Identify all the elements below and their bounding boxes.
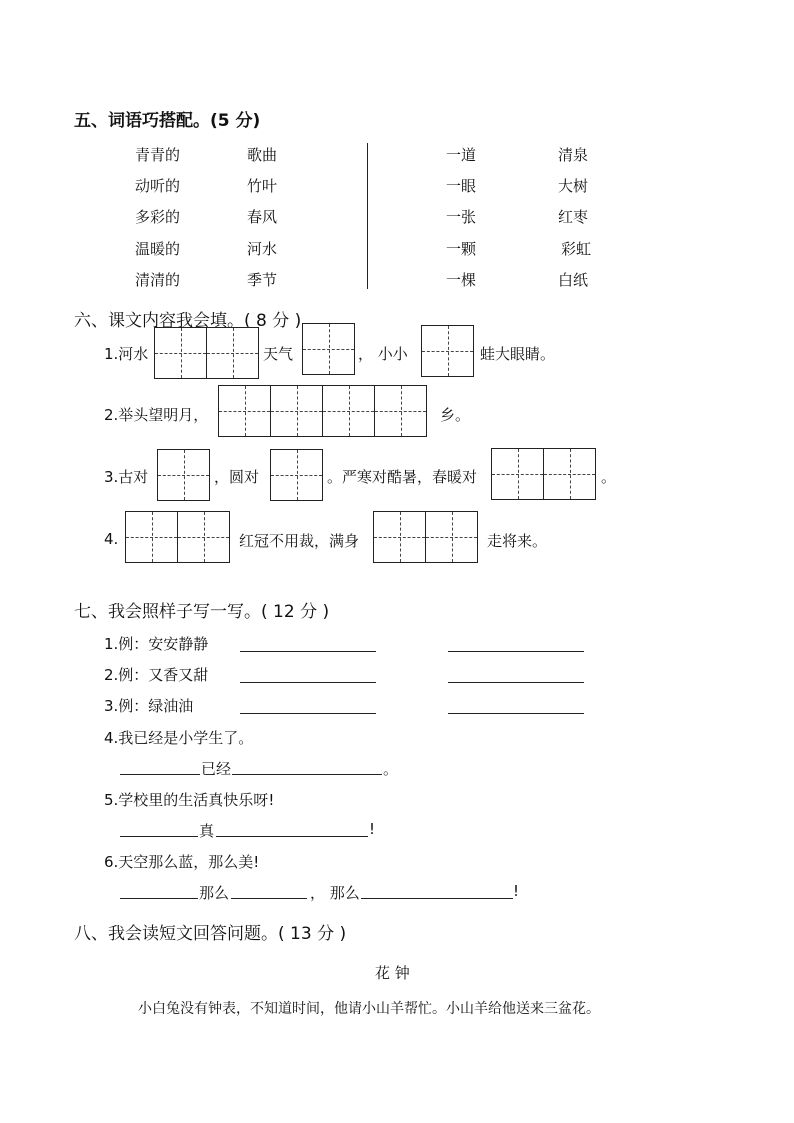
s6-q1-mid2: ， 小小 [358, 345, 408, 363]
match-word[interactable]: 竹叶 [247, 177, 278, 195]
match-word[interactable]: 一棵 [446, 271, 477, 289]
match-word[interactable]: 清清的 [135, 271, 181, 289]
s6-q3-pre: 3.古对 [104, 468, 149, 486]
s6-q3-grid-a[interactable] [157, 449, 210, 501]
match-word[interactable]: 一道 [446, 146, 477, 164]
writing-cell[interactable] [426, 512, 478, 562]
answer-line[interactable] [240, 682, 376, 683]
writing-cell[interactable] [422, 326, 474, 376]
column-divider [367, 143, 368, 289]
s6-q1-mid1: 天气 [263, 345, 294, 363]
story-title: 花 钟 [375, 964, 410, 982]
match-word[interactable]: 动听的 [135, 177, 181, 195]
writing-cell[interactable] [158, 450, 210, 500]
answer-line[interactable] [216, 836, 368, 837]
writing-cell[interactable] [271, 386, 323, 436]
s6-q4-grid-b[interactable] [373, 511, 478, 563]
s7-q4-end: 。 [383, 760, 399, 778]
s6-q4-mid: 红冠不用裁，满身 [239, 532, 360, 550]
section-7-title: 七、我会照样子写一写。( 12 分 ) [74, 602, 330, 622]
writing-cell[interactable] [126, 512, 178, 562]
writing-cell[interactable] [323, 386, 375, 436]
writing-cell[interactable] [207, 328, 259, 378]
s7-q5: 5.学校里的生活真快乐呀! [104, 791, 275, 809]
section-5-title: 五、词语巧搭配。(5 分) [74, 111, 261, 131]
match-word[interactable]: 一颗 [446, 240, 477, 258]
s6-q2-post: 乡。 [440, 406, 471, 424]
s6-q1-grid-b[interactable] [302, 323, 355, 375]
writing-cell[interactable] [374, 512, 426, 562]
s6-q3-mid1: ，圆对 [214, 468, 260, 486]
s7-q6: 6.天空那么蓝，那么美! [104, 853, 260, 871]
s7-example-3: 3.例：绿油油 [104, 697, 194, 715]
s7-q5-end: ! [369, 820, 376, 838]
writing-cell[interactable] [375, 386, 427, 436]
match-word[interactable]: 歌曲 [247, 146, 278, 164]
s6-q4-post: 走将来。 [487, 532, 548, 550]
s6-q1-pre: 1.河水 [104, 345, 149, 363]
s6-q3-grid-b[interactable] [270, 449, 323, 501]
answer-line[interactable] [120, 836, 198, 837]
s6-q3-grid-c[interactable] [491, 448, 596, 500]
section-6-title: 六、课文内容我会填。( 8 分 ) [74, 311, 302, 331]
writing-cell[interactable] [219, 386, 271, 436]
match-word[interactable]: 彩虹 [561, 240, 592, 258]
s6-q1-grid-a[interactable] [154, 327, 259, 379]
s7-q4: 4.我已经是小学生了。 [104, 729, 254, 747]
s7-q4-word: 已经 [201, 760, 232, 778]
section-8-title: 八、我会读短文回答问题。( 13 分 ) [74, 924, 347, 944]
match-word[interactable]: 清泉 [558, 146, 589, 164]
writing-cell[interactable] [155, 328, 207, 378]
writing-cell[interactable] [544, 449, 596, 499]
s7-q6-word2: ， 那么 [310, 884, 360, 902]
match-word[interactable]: 一张 [446, 208, 477, 226]
story-line: 小白兔没有钟表，不知道时间，他请小山羊帮忙。小山羊给他送来三盆花。 [138, 1001, 600, 1017]
match-word[interactable]: 多彩的 [135, 208, 181, 226]
writing-cell[interactable] [178, 512, 230, 562]
answer-line[interactable] [361, 898, 513, 899]
s6-q1-grid-c[interactable] [421, 325, 474, 377]
answer-line[interactable] [448, 651, 584, 652]
s6-q2-pre: 2.举头望明月， [104, 406, 209, 424]
match-word[interactable]: 白纸 [558, 271, 589, 289]
match-word[interactable]: 一眼 [446, 177, 477, 195]
s6-q3-mid2: 。严寒对酷暑，春暖对 [327, 468, 478, 486]
match-word[interactable]: 河水 [247, 240, 278, 258]
match-word[interactable]: 红枣 [558, 208, 589, 226]
answer-line[interactable] [120, 898, 198, 899]
s7-q6-end: ! [513, 882, 520, 900]
match-word[interactable]: 青青的 [135, 146, 181, 164]
s7-example-2: 2.例：又香又甜 [104, 666, 209, 684]
s7-example-1: 1.例：安安静静 [104, 635, 209, 653]
match-word[interactable]: 季节 [247, 271, 278, 289]
answer-line[interactable] [448, 682, 584, 683]
writing-cell[interactable] [492, 449, 544, 499]
writing-cell[interactable] [271, 450, 323, 500]
s6-q3-post: 。 [601, 468, 617, 486]
s6-q4-pre: 4. [104, 530, 119, 548]
answer-line[interactable] [120, 774, 200, 775]
match-word[interactable]: 大树 [558, 177, 589, 195]
s7-q6-word1: 那么 [199, 884, 230, 902]
answer-line[interactable] [232, 774, 382, 775]
s6-q2-grid[interactable] [218, 385, 427, 437]
answer-line[interactable] [231, 898, 307, 899]
match-word[interactable]: 温暖的 [135, 240, 181, 258]
writing-cell[interactable] [303, 324, 355, 374]
s7-q5-word: 真 [199, 822, 215, 840]
s6-q4-grid-a[interactable] [125, 511, 230, 563]
answer-line[interactable] [240, 713, 376, 714]
answer-line[interactable] [448, 713, 584, 714]
match-word[interactable]: 春风 [247, 208, 278, 226]
answer-line[interactable] [240, 651, 376, 652]
s6-q1-post: 蛙大眼睛。 [480, 345, 556, 363]
